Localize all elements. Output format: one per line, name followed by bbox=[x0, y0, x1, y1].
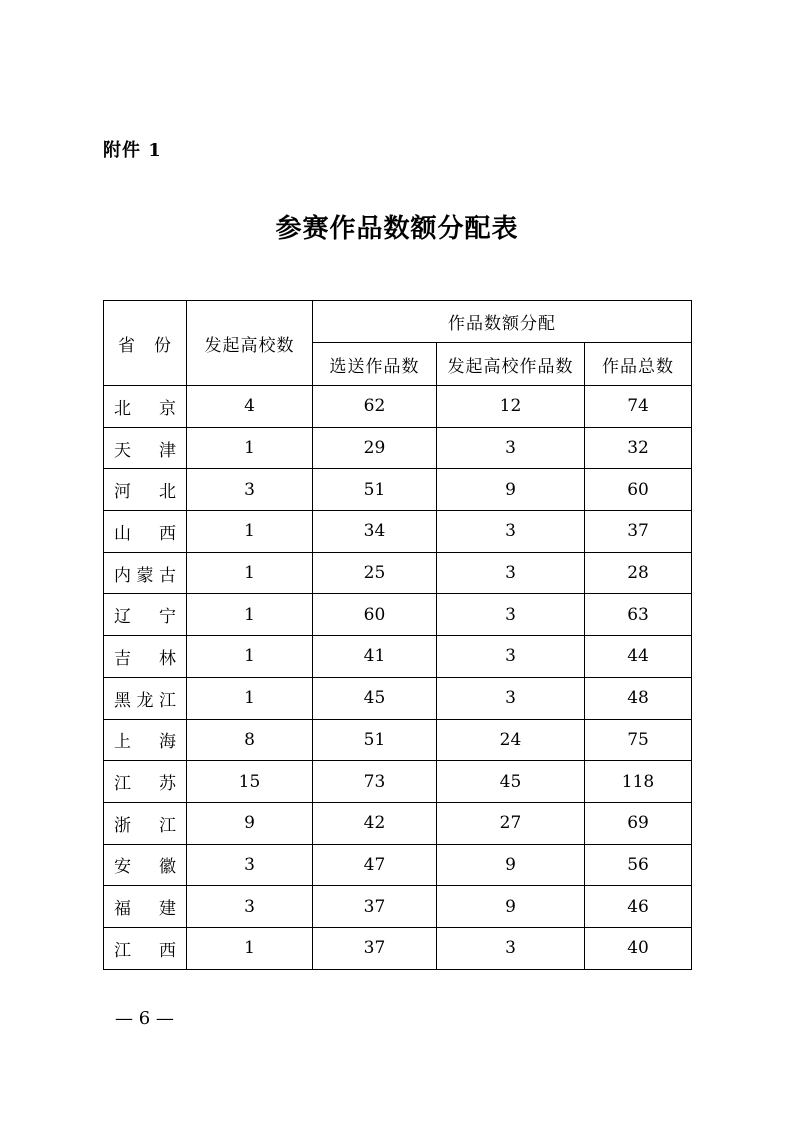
header-province: 省 份 bbox=[104, 301, 187, 386]
table-row bbox=[104, 386, 692, 428]
cell-initiating-schools: 1 bbox=[187, 511, 313, 553]
cell-initiating-schools: 4 bbox=[187, 386, 313, 428]
cell-province: 浙江 bbox=[104, 802, 187, 844]
cell-selected-works: 42 bbox=[313, 802, 437, 844]
table-body bbox=[104, 301, 692, 970]
cell-initiating-school-works: 9 bbox=[437, 844, 585, 886]
cell-initiating-school-works: 3 bbox=[437, 511, 585, 553]
cell-initiating-schools: 1 bbox=[187, 927, 313, 969]
cell-total-works: 60 bbox=[585, 469, 692, 511]
document-title: 参赛作品数额分配表 bbox=[275, 214, 519, 244]
table-row bbox=[104, 927, 692, 969]
cell-province: 上海 bbox=[104, 719, 187, 761]
cell-selected-works: 51 bbox=[313, 719, 437, 761]
cell-total-works: 44 bbox=[585, 636, 692, 678]
cell-selected-works: 29 bbox=[313, 427, 437, 469]
cell-province: 吉林 bbox=[104, 636, 187, 678]
cell-initiating-school-works: 24 bbox=[437, 719, 585, 761]
cell-province: 江苏 bbox=[104, 761, 187, 803]
header-selected-works: 选送作品数 bbox=[313, 343, 437, 386]
header-allocation-group: 作品数额分配 bbox=[313, 301, 692, 343]
cell-total-works: 40 bbox=[585, 927, 692, 969]
cell-initiating-school-works: 9 bbox=[437, 469, 585, 511]
cell-total-works: 69 bbox=[585, 802, 692, 844]
table-row bbox=[104, 844, 692, 886]
cell-initiating-schools: 1 bbox=[187, 594, 313, 636]
header-total-works: 作品总数 bbox=[585, 343, 692, 386]
table-row bbox=[104, 761, 692, 803]
cell-initiating-schools: 1 bbox=[187, 552, 313, 594]
cell-total-works: 75 bbox=[585, 719, 692, 761]
cell-total-works: 63 bbox=[585, 594, 692, 636]
cell-selected-works: 37 bbox=[313, 886, 437, 928]
cell-initiating-schools: 1 bbox=[187, 677, 313, 719]
cell-selected-works: 41 bbox=[313, 636, 437, 678]
cell-selected-works: 45 bbox=[313, 677, 437, 719]
cell-province: 河北 bbox=[104, 469, 187, 511]
cell-selected-works: 47 bbox=[313, 844, 437, 886]
cell-initiating-school-works: 3 bbox=[437, 552, 585, 594]
cell-selected-works: 73 bbox=[313, 761, 437, 803]
cell-selected-works: 25 bbox=[313, 552, 437, 594]
cell-province: 北京 bbox=[104, 386, 187, 428]
table-row bbox=[104, 636, 692, 678]
cell-province: 安徽 bbox=[104, 844, 187, 886]
cell-total-works: 46 bbox=[585, 886, 692, 928]
cell-initiating-schools: 3 bbox=[187, 469, 313, 511]
cell-initiating-schools: 1 bbox=[187, 427, 313, 469]
header-initiating-school-works: 发起高校作品数 bbox=[437, 343, 585, 386]
cell-selected-works: 51 bbox=[313, 469, 437, 511]
table-row bbox=[104, 552, 692, 594]
cell-province: 山西 bbox=[104, 511, 187, 553]
cell-province: 天津 bbox=[104, 427, 187, 469]
cell-selected-works: 34 bbox=[313, 511, 437, 553]
cell-initiating-schools: 3 bbox=[187, 886, 313, 928]
cell-initiating-school-works: 3 bbox=[437, 636, 585, 678]
cell-selected-works: 60 bbox=[313, 594, 437, 636]
cell-total-works: 56 bbox=[585, 844, 692, 886]
cell-initiating-school-works: 45 bbox=[437, 761, 585, 803]
cell-initiating-school-works: 3 bbox=[437, 594, 585, 636]
cell-total-works: 74 bbox=[585, 386, 692, 428]
table-row bbox=[104, 427, 692, 469]
cell-total-works: 32 bbox=[585, 427, 692, 469]
cell-province: 黑龙江 bbox=[104, 677, 187, 719]
table-row bbox=[104, 469, 692, 511]
cell-initiating-schools: 9 bbox=[187, 802, 313, 844]
header-initiating-schools: 发起高校数 bbox=[187, 301, 313, 386]
cell-initiating-school-works: 9 bbox=[437, 886, 585, 928]
cell-total-works: 28 bbox=[585, 552, 692, 594]
cell-initiating-school-works: 3 bbox=[437, 927, 585, 969]
table-row bbox=[104, 886, 692, 928]
table-row bbox=[104, 594, 692, 636]
attachment-label: 附件 1 bbox=[103, 140, 162, 161]
cell-total-works: 118 bbox=[585, 761, 692, 803]
cell-initiating-school-works: 12 bbox=[437, 386, 585, 428]
table-row bbox=[104, 719, 692, 761]
cell-initiating-schools: 15 bbox=[187, 761, 313, 803]
page-number: — 6 — bbox=[115, 1008, 174, 1029]
cell-total-works: 37 bbox=[585, 511, 692, 553]
cell-total-works: 48 bbox=[585, 677, 692, 719]
cell-selected-works: 37 bbox=[313, 927, 437, 969]
cell-initiating-schools: 1 bbox=[187, 636, 313, 678]
cell-selected-works: 62 bbox=[313, 386, 437, 428]
cell-initiating-school-works: 27 bbox=[437, 802, 585, 844]
cell-province: 内蒙古 bbox=[104, 552, 187, 594]
cell-initiating-schools: 3 bbox=[187, 844, 313, 886]
table-row bbox=[104, 677, 692, 719]
cell-initiating-school-works: 3 bbox=[437, 427, 585, 469]
cell-initiating-school-works: 3 bbox=[437, 677, 585, 719]
cell-initiating-schools: 8 bbox=[187, 719, 313, 761]
allocation-table bbox=[103, 300, 692, 970]
table-row bbox=[104, 802, 692, 844]
cell-province: 江西 bbox=[104, 927, 187, 969]
header-row-1 bbox=[104, 301, 692, 343]
cell-province: 福建 bbox=[104, 886, 187, 928]
cell-province: 辽宁 bbox=[104, 594, 187, 636]
table-row bbox=[104, 511, 692, 553]
